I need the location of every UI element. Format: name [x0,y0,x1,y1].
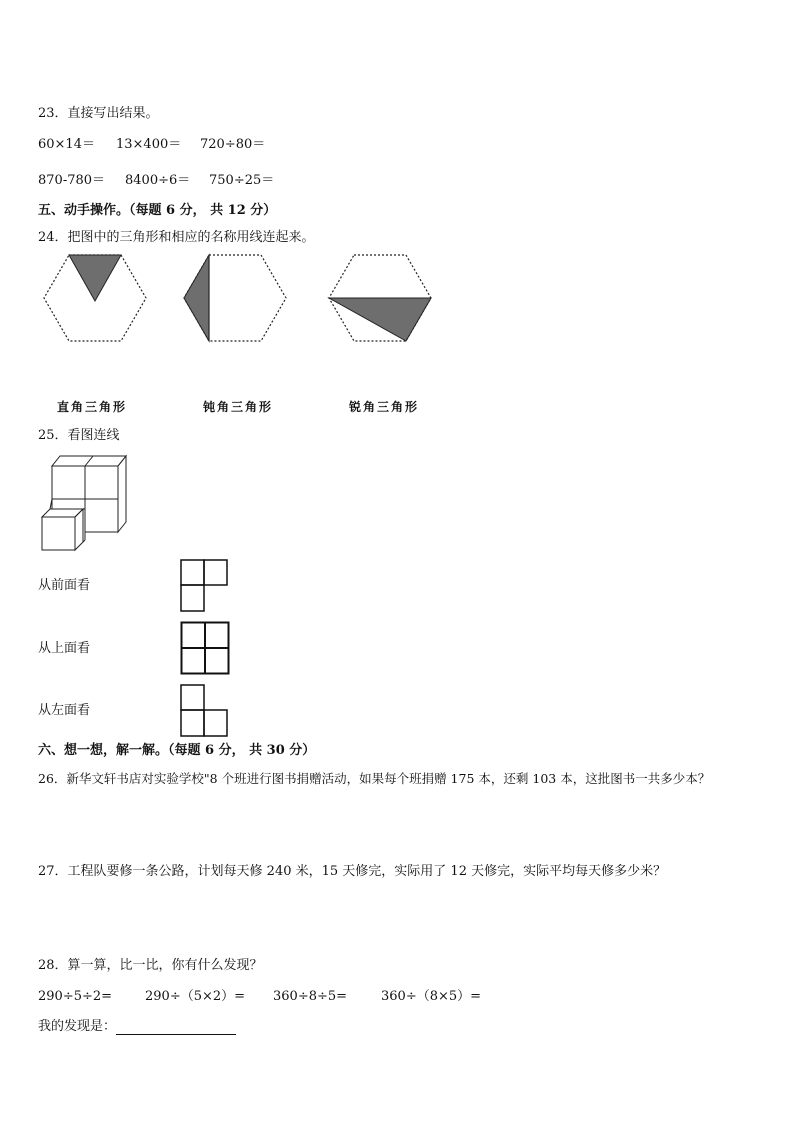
q28-item-2: 290÷（5×2）= [145,989,246,1004]
hexagon-left-shaded-figure [180,253,290,345]
q27-text: 27．工程队要修一条公路，计划每天修 240 米，15 天修完，实际用了 12 天修完，实际平均每天修多少米？ [38,864,667,879]
q23-expr-4: 870-780＝ [38,173,106,188]
hexagon-diagonal-shaded-figure [325,253,435,345]
q23-title: 23．直接写出结果。 [38,106,159,121]
view-left-label: 从左面看 [38,703,91,718]
view-top-label: 从上面看 [38,641,91,656]
label-right-triangle: 直角三角形 [57,400,128,414]
q23-expr-1: 60×14＝ [38,137,95,152]
q28-finding-label: 我的发现是： [38,1019,117,1034]
top-view-figure [180,621,231,676]
q24-title: 24．把图中的三角形和相应的名称用线连起来。 [38,230,315,245]
hexagon-acute-center-figure [40,253,150,345]
q28-item-3: 360÷8÷5= [273,989,348,1004]
q25-title: 25．看图连线 [38,428,120,443]
q23-expr-3: 720÷80＝ [200,137,266,152]
label-acute-triangle: 锐角三角形 [349,400,420,414]
q26-text: 26．新华文轩书店对实验学校"8 个班进行图书捐赠活动，如果每个班捐赠 175 本，还剩 103 本，这批图书一共多少本？ [38,771,711,786]
front-view-figure [180,559,230,613]
cube-stack-figure [38,452,130,552]
section5-heading: 五、动手操作。（每题 6 分， 共 12 分） [38,203,277,218]
label-obtuse-triangle: 钝角三角形 [203,400,274,414]
answer-blank[interactable] [116,1022,236,1035]
section6-heading: 六、想一想，解一解。（每题 6 分， 共 30 分） [38,743,316,758]
q28-item-1: 290÷5÷2= [38,989,113,1004]
q23-expr-2: 13×400＝ [116,137,182,152]
view-front-label: 从前面看 [38,578,91,593]
q28-title: 28．算一算，比一比，你有什么发现？ [38,958,263,973]
q28-item-4: 360÷（8×5）= [381,989,482,1004]
q28-finding-line [38,1019,236,1035]
left-view-figure [180,684,230,738]
q23-expr-6: 750÷25＝ [209,173,275,188]
q23-expr-5: 8400÷6＝ [125,173,191,188]
